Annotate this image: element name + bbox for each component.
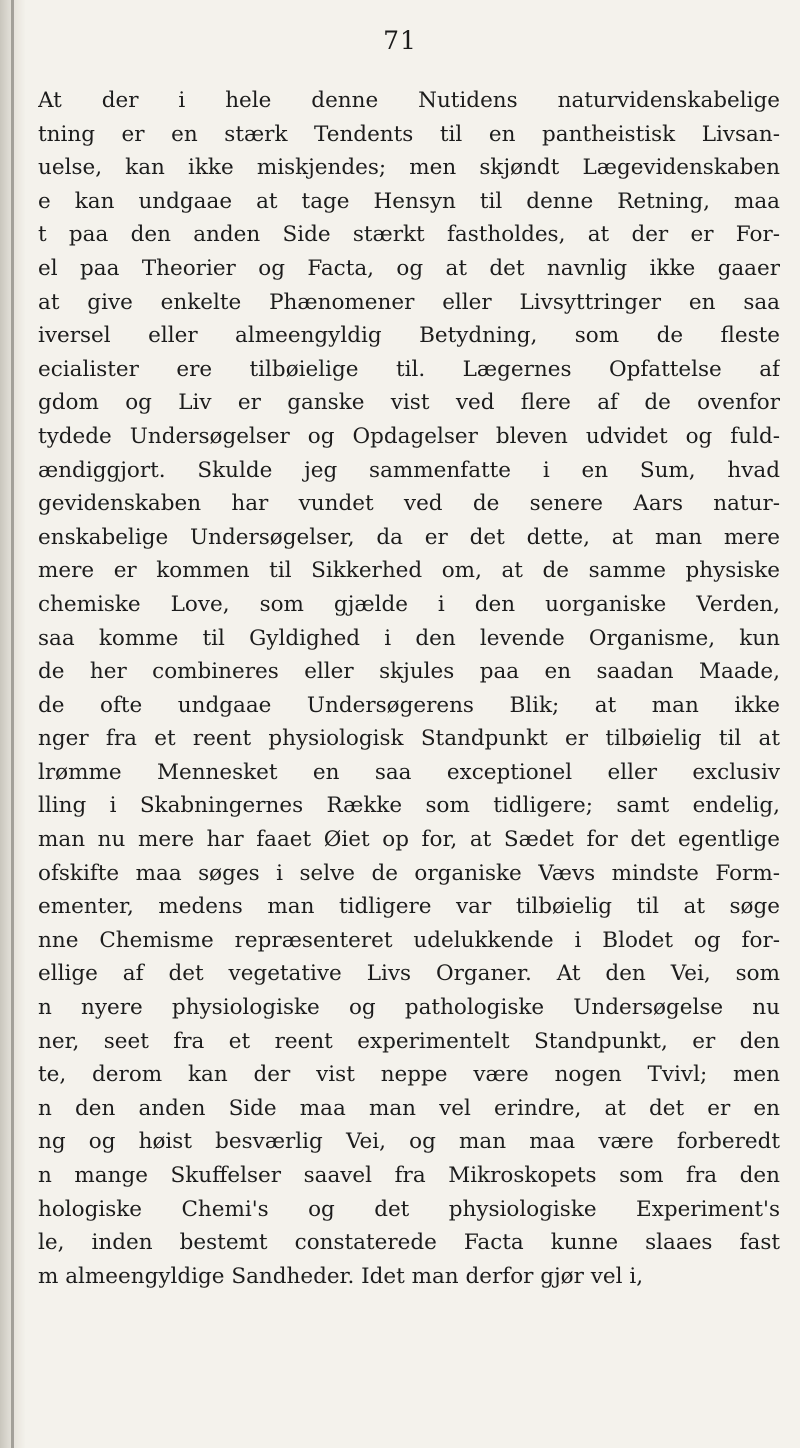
text-line: nne Chemisme repræsenteret udelukkende i Blodet og for- [38,927,780,953]
text-line: chemiske Love, som gjælde i den uorganiske Verden, [38,591,780,617]
text-line: lrømme Mennesket en saa exceptionel eller exclusiv [38,759,780,785]
binding-shadow-line [11,0,14,1448]
text-line: n den anden Side maa man vel erindre, at det er en [38,1095,780,1121]
page-number: 71 [383,26,417,55]
text-line: ner, seet fra et reent experimentelt Standpunkt, er den [38,1028,780,1054]
text-line: enskabelige Undersøgelser, da er det dette, at man mere [38,524,780,550]
text-line: at give enkelte Phænomener eller Livsyttringer en saa [38,289,780,315]
text-line: de her combineres eller skjules paa en saadan Maade, [38,659,780,685]
text-line: n nyere physiologiske og pathologiske Undersøgelse nu [38,995,780,1021]
text-line: ementer, medens man tidligere var tilbøielig til at søge [38,894,780,920]
text-line: ellige af det vegetative Livs Organer. At den Vei, som [38,961,780,987]
body-text [38,84,780,1293]
text-line: tydede Undersøgelser og Opdagelser bleven udvidet og fuld- [38,423,780,449]
text-line: gdom og Liv er ganske vist ved flere af de ovenfor [38,390,780,416]
text-line: mere er kommen til Sikkerhed om, at de samme physiske [38,558,780,584]
text-line: nger fra et reent physiologisk Standpunkt er tilbøielig til at [38,726,780,752]
text-line: hologiske Chemi's og det physiologiske Experiment's [38,1196,780,1222]
text-line: uelse, kan ikke miskjendes; men skjøndt Lægevidenskaben [38,155,780,181]
text-line: m almeengyldige Sandheder. Idet man derfor gjør vel i, [38,1263,644,1289]
text-line: At der i hele denne Nutidens naturvidenskabelige [38,88,780,113]
text-line: ng og høist besværlig Vei, og man maa være forberedt [38,1129,780,1155]
text-line: man nu mere har faaet Øiet op for, at Sædet for det egentlige [38,827,780,853]
text-line: lling i Skabningernes Række som tidligere; samt endelig, [38,793,780,819]
text-line: te, derom kan der vist neppe være nogen Tvivl; men [38,1062,780,1088]
text-line: de ofte undgaae Undersøgerens Blik; at man ikke [38,692,780,718]
text-line: el paa Theorier og Facta, og at det navnlig ikke gaaer [38,255,780,281]
text-line: ændiggjort. Skulde jeg sammenfatte i en Sum, hvad [38,457,780,483]
text-line: ofskifte maa søges i selve de organiske Vævs mindste Form- [38,860,780,886]
text-line: e kan undgaae at tage Hensyn til denne Retning, maa [38,188,780,214]
text-line: gevidenskaben har vundet ved de senere Aars natur- [38,491,780,517]
text-line: tning er en stærk Tendents til en pantheistisk Livsan- [38,121,780,147]
text-line: iversel eller almeengyldig Betydning, som de fleste [38,323,780,349]
text-line: n mange Skuffelser saavel fra Mikroskopets som fra den [38,1163,780,1188]
text-line: t paa den anden Side stærkt fastholdes, at der er For- [38,222,780,248]
text-line: saa komme til Gyldighed i den levende Organisme, kun [38,625,780,651]
text-line: ecialister ere tilbøielige til. Lægernes Opfattelse af [38,356,780,382]
text-line: le, inden bestemt constaterede Facta kunne slaaes fast [38,1230,780,1256]
